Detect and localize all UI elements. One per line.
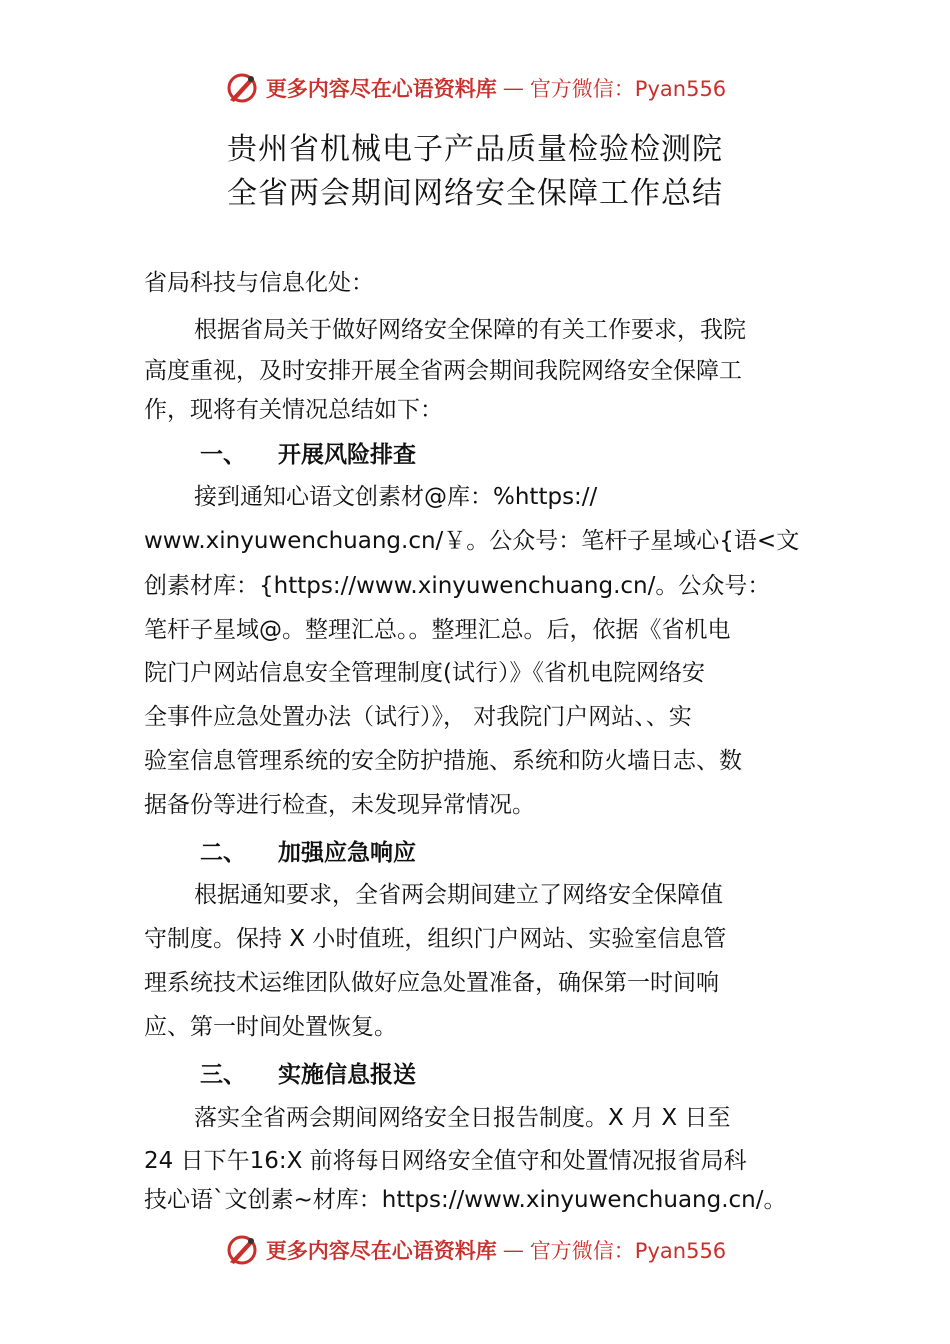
paragraph-line: 应、第一时间处置恢复。 — [144, 1014, 397, 1040]
banner-brand-text: 更多内容尽在心语资料库 — [265, 1238, 497, 1263]
paragraph-line: 守制度。保持 X 小时值班，组织门户网站、实验室信息管 — [144, 926, 727, 952]
intro-line: 高度重视，及时安排开展全省两会期间我院网络安全保障工 — [144, 358, 742, 384]
paragraph-line: 接到通知心语文创素材@库：%https:// — [194, 484, 598, 510]
section-title: 实施信息报送 — [278, 1062, 416, 1088]
salutation: 省局科技与信息化处： — [144, 270, 374, 296]
paragraph-line: 24 日下午16:X 前将每日网络安全值守和处置情况报省局科 — [144, 1148, 747, 1174]
banner-separator: — — [502, 76, 524, 100]
watermark-banner-top — [0, 70, 950, 106]
banner-brand-text: 更多内容尽在心语资料库 — [265, 76, 497, 101]
paragraph-line: 笔杆子星域@。整理汇总。。整理汇总。后，依据《省机电 — [144, 617, 731, 643]
paragraph-line: 院门户网站信息安全管理制度(试行）》《省机电院网络安 — [144, 660, 705, 686]
paragraph-line: 理系统技术运维团队做好应急处置准备，确保第一时间响 — [144, 970, 719, 996]
watermark-banner-bottom — [0, 1232, 950, 1268]
paragraph-line: www.xinyuwenchuang.cn/￥。公众号：笔杆子星域心{语<文 — [144, 528, 800, 554]
section-number: 一、 — [200, 442, 246, 468]
document-title-line-1: 贵州省机械电子产品质量检验检测院 — [227, 132, 723, 167]
section-title: 加强应急响应 — [278, 840, 416, 866]
paragraph-line: 根据通知要求，全省两会期间建立了网络安全保障值 — [194, 882, 723, 908]
brush-logo-icon — [224, 1232, 260, 1268]
section-title: 开展风险排查 — [278, 442, 416, 468]
paragraph-line: 据备份等进行检查，未发现异常情况。 — [144, 792, 535, 818]
banner-separator: — — [502, 1238, 524, 1262]
document-title-line-2: 全省两会期间网络安全保障工作总结 — [227, 176, 723, 211]
intro-line: 作，现将有关情况总结如下： — [144, 397, 443, 423]
banner-wechat-text: 官方微信：Pyan556 — [529, 1239, 727, 1263]
section-heading-2 — [200, 834, 416, 867]
banner-wechat-text: 官方微信：Pyan556 — [529, 77, 727, 101]
intro-line: 根据省局关于做好网络安全保障的有关工作要求，我院 — [194, 317, 746, 343]
section-heading-1 — [200, 436, 416, 469]
brush-logo-icon — [224, 70, 260, 106]
section-number: 三、 — [200, 1062, 246, 1088]
paragraph-line: 验室信息管理系统的安全防护措施、系统和防火墙日志、数 — [144, 748, 742, 774]
paragraph-line: 落实全省两会期间网络安全日报告制度。X 月 X 日至 — [194, 1105, 731, 1131]
section-heading-3 — [200, 1056, 416, 1089]
paragraph-line: 创素材库：{https://www.xinyuwenchuang.cn/。公众号： — [144, 573, 771, 599]
paragraph-line: 全事件应急处置办法（试行）》， 对我院门户网站、、实 — [144, 704, 692, 730]
section-number: 二、 — [200, 840, 246, 866]
paragraph-line: 技心语`文创素~材库：https://www.xinyuwenchuang.cn/。 — [144, 1187, 787, 1213]
